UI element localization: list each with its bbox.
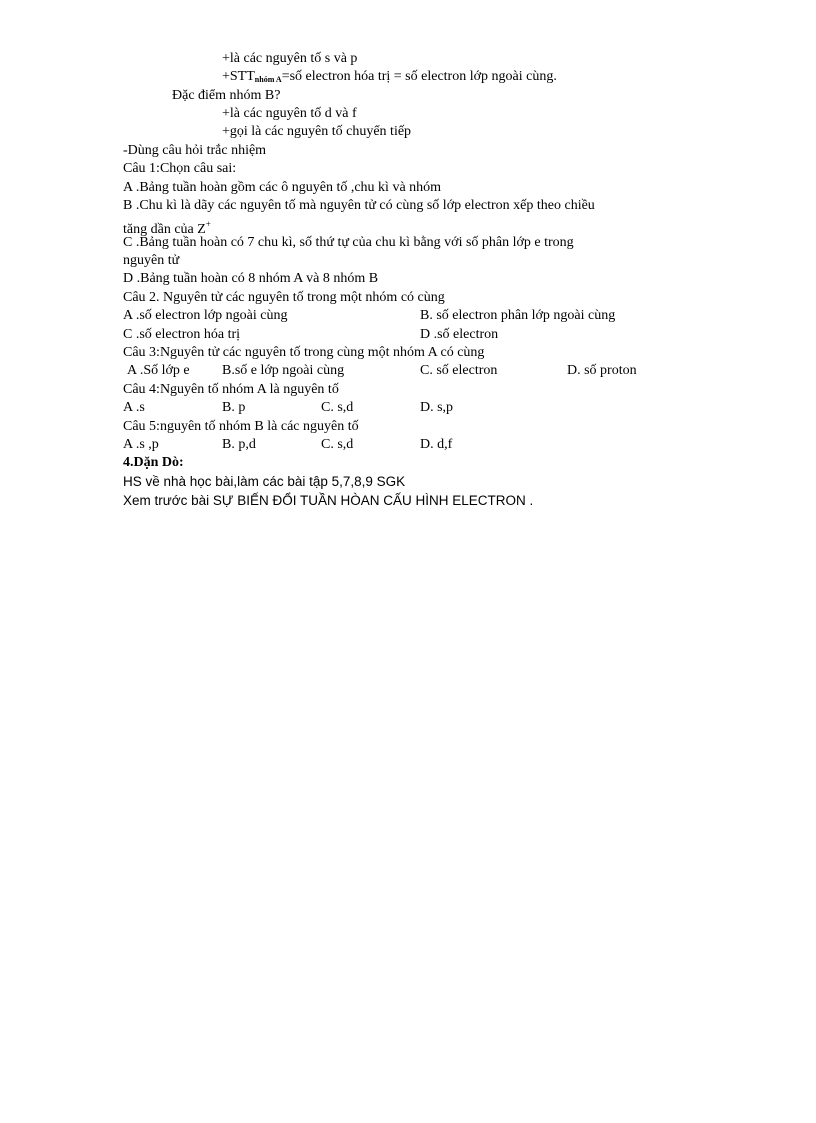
q1-option-c-line2: nguyên tử xyxy=(123,253,180,268)
quiz-intro: -Dùng câu hỏi trắc nhiệm xyxy=(123,143,267,158)
q1-option-d: D .Bảng tuần hoàn có 8 nhóm A và 8 nhóm B xyxy=(123,271,379,286)
s-and-p-note: +là các nguyên tố s và p xyxy=(222,51,358,66)
q3-option-b: B.số e lớp ngoài cùng xyxy=(222,363,345,378)
stt-subscript: nhóm A xyxy=(254,75,282,84)
q4-option-a: A .s xyxy=(123,400,145,415)
q5-option-c: C. s,d xyxy=(321,437,354,452)
group-b-heading: Đặc điểm nhóm B? xyxy=(172,88,281,103)
q3-option-d: D. số proton xyxy=(567,363,637,378)
q2-title: Câu 2. Nguyên tử các nguyên tố trong một nhóm có cùng xyxy=(123,290,445,305)
q4-option-c: C. s,d xyxy=(321,400,354,415)
q3-option-c: C. số electron xyxy=(420,363,498,378)
q5-option-a: A .s ,p xyxy=(123,437,159,452)
homework-line-1: HS về nhà học bài,làm các bài tập 5,7,8,9 SGK xyxy=(123,474,406,489)
q1-title: Câu 1:Chọn câu sai: xyxy=(123,161,237,176)
q5-option-d: D. d,f xyxy=(420,437,453,452)
q2-option-b: B. số electron phân lớp ngoài cùng xyxy=(420,308,616,323)
q1-option-a: A .Bảng tuần hoàn gồm các ô nguyên tố ,chu kì và nhóm xyxy=(123,180,442,195)
q1-option-b-line1: B .Chu kì là dãy các nguyên tố mà nguyên tử có cùng số lớp electron xếp theo chiều xyxy=(123,198,595,213)
d-and-f-note: +là các nguyên tố d và f xyxy=(222,106,357,121)
homework-line-2: Xem trước bài SỰ BIẾN ĐỔI TUẦN HÒAN CẤU HÌNH ELECTRON . xyxy=(123,493,534,508)
q1-option-b-line2 xyxy=(123,215,211,237)
q1-option-c-line1: C .Bảng tuần hoàn có 7 chu kì, số thứ tự của chu kì bằng với số phân lớp e trong xyxy=(123,235,574,250)
stt-note xyxy=(222,68,557,86)
q3-title: Câu 3:Nguyên tử các nguyên tố trong cùng một nhóm A có cùng xyxy=(123,345,485,360)
q3-option-a: A .Số lớp e xyxy=(127,363,190,378)
stt-prefix: +STT xyxy=(222,69,255,84)
q4-option-b: B. p xyxy=(222,400,246,415)
q4-option-d: D. s,p xyxy=(420,400,454,415)
q1-option-b-text: tăng dần của Z xyxy=(123,222,206,237)
q2-option-d: D .số electron xyxy=(420,327,499,342)
q5-option-b: B. p,d xyxy=(222,437,256,452)
homework-heading: 4.Dặn Dò: xyxy=(123,455,184,470)
q2-option-a: A .số electron lớp ngoài cùng xyxy=(123,308,288,323)
q4-title: Câu 4:Nguyên tố nhóm A là nguyên tố xyxy=(123,382,339,397)
q2-option-c: C .số electron hóa trị xyxy=(123,327,241,342)
transition-note: +gọi là các nguyên tố chuyển tiếp xyxy=(222,124,412,139)
stt-rest: =số electron hóa trị = số electron lớp ngoài cùng. xyxy=(281,69,557,84)
q5-title: Câu 5:nguyên tố nhóm B là các nguyên tố xyxy=(123,419,359,434)
q1-option-b-superscript: + xyxy=(205,219,211,229)
